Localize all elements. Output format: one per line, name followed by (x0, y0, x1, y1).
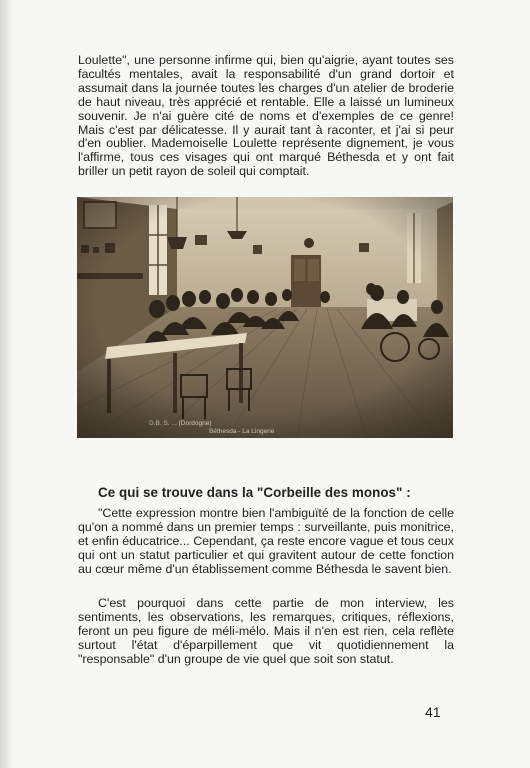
sepia-photograph-lingerie (77, 197, 453, 438)
paragraph-expression: "Cette expression montre bien l'ambiguïté de la fonction de celle qu'on a nommé dans un premier temps : surveillante, puis monitrice, et enfin éducatrice... Cependant, ça reste encore vague et tous ceux qui ont un statut particulier et qui gravitent autour de cette fonction au cœur même d'un établissement comme Béthesda le savent bien. (78, 506, 454, 576)
page-number: 41 (425, 704, 441, 720)
paragraph-interview: C'est pourquoi dans cette partie de mon interview, les sentiments, les observations, les remarques, critiques, réflexions, feront un peu figure de méli-mélo. Mais il n'en est rien, cela reflète surtout l'état d'éparpillement que vit quotidiennement la "responsable" d'un groupe de vie quel que soit son statut. (78, 596, 454, 666)
paragraph-loulette: Loulette", une personne infirme qui, bien qu'aigrie, ayant toutes ses facultés mentales, avait la responsabilité d'un grand dortoir et assumait dans la journée toutes les charges d'un atelier de broderie de haut niveau, très apprécié et rentable. Elle a laissé un lumineux souvenir. Je n'ai guère cité de noms et d'exemples de ce genre! Mais c'est par délicatesse. Il y aurait tant à raconter, et j'ai si peur d'en oublier. Mademoiselle Loulette représente dignement, je vous l'affirme, tous ces visages qui ont marqué Béthesda et y ont fait briller un petit rayon de soleil qui comptait. (78, 53, 454, 179)
section-heading: Ce qui se trouve dans la "Corbeille des monos" : (98, 485, 411, 500)
page-edge-shadow (0, 0, 14, 768)
